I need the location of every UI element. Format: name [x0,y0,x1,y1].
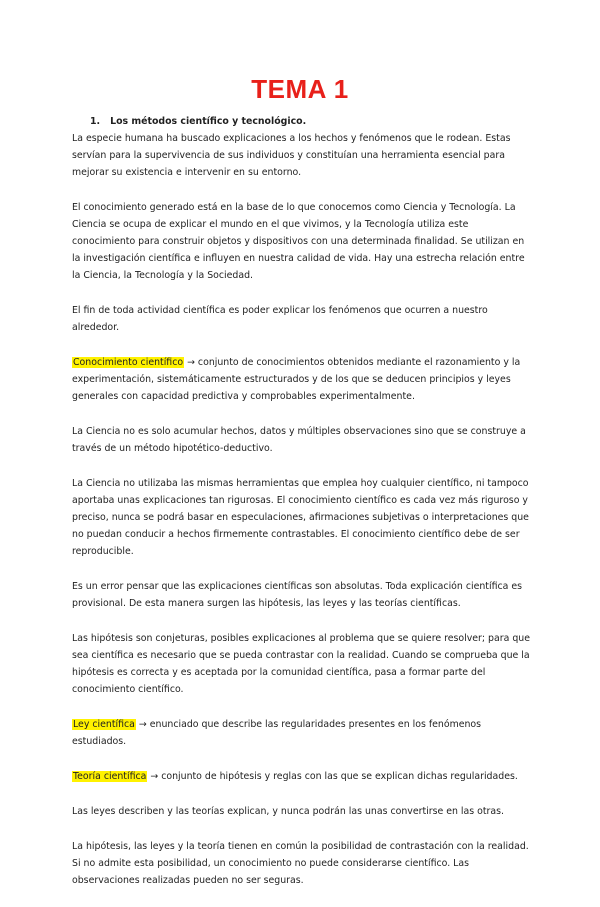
paragraph-2: El conocimiento generado está en la base de lo que conocemos como Ciencia y Tecnología. La Ciencia se ocupa de explicar el mundo en el que vivimos, y la Tecnología utiliza este conocimiento para construir objetos y dispositivos con una determinada finalidad. Se utilizan en la investigación científica e influyen en nuestra calidad de vida. Hay una estrecha relación entre la Ciencia, la Tecnología y la Sociedad. [72,202,525,281]
highlighted-term: Teoría científica [73,771,147,782]
definition-ley-cientifica [72,716,530,750]
paragraph-6: La Ciencia no utilizaba las mismas herramientas que emplea hoy cualquier científico, ni tampoco aportaba unas explicaciones tan rigurosas. El conocimiento científico es cada vez más riguroso y preciso, nunca se podrá basar en especulaciones, afirmaciones subjetivas o interpretaciones que no puedan conducir a hechos firmemente contrastables. El conocimiento científico debe de ser reproducible. [72,478,529,557]
paragraph-1: La especie humana ha buscado explicaciones a los hechos y fenómenos que le rodean. Estas servían para la supervivencia de sus individuos y constituían una herramienta esencial para mejorar su existencia e intervenir en su entorno. [72,133,511,178]
definition-text: → conjunto de conocimientos obtenidos mediante el razonamiento y la experimentación, sistemáticamente estructurados y de los que se deducen principios y leyes generales con capacidad predictiva y comprobables experimentalmente. [72,357,521,402]
paragraph-12: La hipótesis, las leyes y la teoría tienen en común la posibilidad de contrastación con la realidad. Si no admite esta posibilidad, un conocimiento no puede considerarse científico. Las observaciones realizadas pueden no ser seguras. [72,841,529,886]
page-title: TEMA 1 [251,74,349,104]
paragraph-5: La Ciencia no es solo acumular hechos, datos y múltiples observaciones sino que se construye a través de un método hipotético-deductivo. [72,426,526,454]
paragraph-7: Es un error pensar que las explicaciones científicas son absolutas. Toda explicación científica es provisional. De esta manera surgen las hipótesis, las leyes y las teorías científicas. [72,581,523,609]
definition-teoria-cientifica [72,768,530,785]
section-heading [72,113,530,130]
section-number: 1. [90,116,101,127]
section-heading-text: Los métodos científico y tecnológico. [110,116,307,127]
paragraph-11: Las leyes describen y las teorías explican, y nunca podrán las unas convertirse en las otras. [72,806,504,817]
definition-text: → enunciado que describe las regularidades presentes en los fenómenos estudiados. [72,719,482,747]
paragraph-3: El fin de toda actividad científica es poder explicar los fenómenos que ocurren a nuestro alrededor. [72,305,488,333]
document-body [72,113,530,907]
definition-conocimiento-cientifico [72,354,530,405]
highlighted-term: Conocimiento científico [73,357,184,368]
definition-text: → conjunto de hipótesis y reglas con las que se explican dichas regularidades. [147,771,518,782]
highlighted-term: Ley científica [73,719,135,730]
paragraph-8: Las hipótesis son conjeturas, posibles explicaciones al problema que se quiere resolver; para que sea científica es necesario que se pueda contrastar con la realidad. Cuando se comprueba que la hipótesis es correcta y es aceptada por la comunidad científica, pasa a formar parte del conocimiento científico. [72,633,530,695]
